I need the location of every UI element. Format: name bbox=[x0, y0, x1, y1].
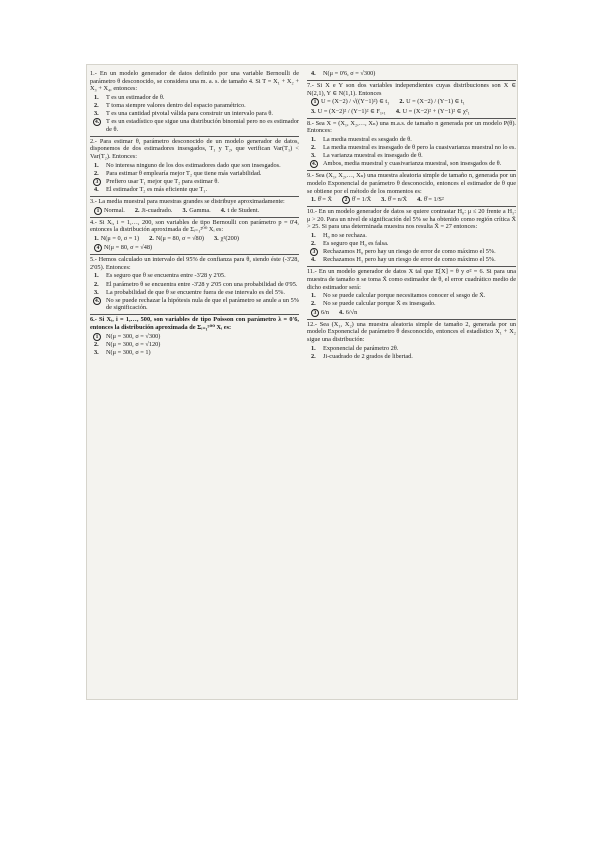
option-text: 6/n bbox=[321, 308, 330, 316]
question-stem: 5.- Hemos calculado un intervalo del 95% de confianza para θ, siendo éste (-3'28, 2'05). Entonces: bbox=[90, 256, 299, 271]
option bbox=[307, 292, 516, 300]
right-column bbox=[307, 69, 516, 363]
option bbox=[311, 108, 386, 116]
option-selected bbox=[94, 244, 152, 252]
option-text: Ji-cuadrado. bbox=[141, 206, 173, 214]
question-6 bbox=[90, 315, 299, 358]
option bbox=[311, 196, 332, 204]
circled-answer-mark: 4. bbox=[311, 161, 317, 168]
option bbox=[307, 232, 516, 240]
option-number: 3. bbox=[182, 206, 188, 214]
option-text: χ²(200) bbox=[220, 234, 239, 242]
option-text: N(μ = 300, σ = 1) bbox=[106, 348, 151, 356]
option bbox=[90, 186, 299, 194]
option-number: 4. bbox=[339, 308, 344, 316]
option bbox=[90, 170, 299, 178]
question-stem: 9.- Sea (X₁, X₂,…, Xₙ) una muestra aleatoria simple de tamaño n, generada por un modelo Exponencial de parámetro θ desconocido, entonces el estimador de θ que se obtiene por el método de los momentos es: bbox=[307, 172, 516, 195]
option-list bbox=[307, 136, 516, 168]
option-number: 2. bbox=[399, 98, 405, 106]
option-number: 1. bbox=[311, 232, 316, 239]
option-number: 1. bbox=[311, 292, 316, 300]
option-text: Para estimar θ emplearía mejor T₂ que tiene más variabilidad. bbox=[106, 169, 262, 177]
option-number: 2. bbox=[94, 280, 99, 288]
option-text: El parámetro θ se encuentra entre -3'28 y 2'05 con una probabilidad de 0'95. bbox=[106, 280, 298, 288]
left-column bbox=[90, 69, 299, 359]
option-text: 6/√n bbox=[345, 308, 358, 316]
option-list bbox=[90, 94, 299, 133]
question-stem: 7.- Si X e Y son dos variables independientes cuyas distribuciones son X ∈ N(2,1), Y ∈ N(1,1). Entonces bbox=[307, 82, 516, 97]
question-stem: 8.- Sea X = (X₁, X₂,…, Xₙ) una m.a.s. de tamaño n generada por un modelo P(θ). Entonces: bbox=[307, 119, 516, 135]
option bbox=[135, 207, 173, 215]
option-number: 2. bbox=[94, 340, 99, 348]
option-list bbox=[307, 309, 516, 317]
option-list bbox=[90, 162, 299, 194]
option-text: Es seguro que H₀ es falsa. bbox=[323, 240, 389, 248]
question-stem: 4.- Si Xᵢ, i = 1,…, 200, son variables de tipo Bernoulli con parámetro p = 0'4, entonces la distribución aproximada de Σᵢ₌₁²⁰⁰ Xᵢ es: bbox=[90, 218, 299, 234]
option-text: U = (X−2)² / (Y−1)² ∈ F₁,₁ bbox=[317, 108, 386, 116]
option-number: 2. bbox=[94, 101, 99, 109]
option bbox=[214, 235, 239, 243]
option-number: 4. bbox=[395, 108, 401, 116]
exam-sheet bbox=[86, 64, 518, 700]
option-list bbox=[307, 292, 516, 308]
option bbox=[90, 281, 299, 289]
option-text: Normal. bbox=[104, 206, 125, 214]
question-stem: 11.- En un modelo generador de datos X tal que E[X] = θ y σ² = 6. Si para una muestra de tamaño n se toma X̄ como estimador de θ, el error cuadrático medio de dicho estimador será: bbox=[307, 268, 516, 291]
option-list bbox=[90, 235, 299, 253]
option-text: N(μ = 80, σ = √48) bbox=[104, 244, 153, 252]
circled-answer-mark: 4. bbox=[94, 297, 100, 304]
option-number: 1. bbox=[94, 161, 99, 169]
option-list bbox=[307, 232, 516, 264]
option bbox=[90, 272, 299, 280]
option-text: Exponencial de parámetro 2θ. bbox=[323, 344, 399, 352]
option-text: Rechazamos H₀ pero hay un riesgo de error de como máximo el 5%. bbox=[323, 248, 496, 256]
option-text: N(μ = 0, σ = 1) bbox=[100, 234, 140, 242]
option bbox=[90, 349, 299, 357]
option-list bbox=[307, 70, 516, 78]
option-selected bbox=[307, 160, 516, 168]
option-selected bbox=[311, 98, 389, 106]
option bbox=[339, 309, 357, 317]
option bbox=[307, 70, 516, 78]
option-number: 1. bbox=[311, 136, 316, 144]
option-text: Gamma. bbox=[189, 206, 211, 214]
question-7 bbox=[307, 81, 516, 119]
question-8 bbox=[307, 119, 516, 172]
option-number: 3. bbox=[311, 152, 316, 160]
option-number: 2. bbox=[311, 300, 316, 308]
option-number: 2. bbox=[311, 144, 316, 152]
option-text: H₀ no se rechaza. bbox=[323, 232, 367, 239]
option-number: 4. bbox=[417, 196, 422, 204]
option-number: 2. bbox=[134, 206, 140, 214]
option-number: 4. bbox=[94, 185, 99, 193]
option-text: θ̂ = 1/S² bbox=[423, 196, 444, 204]
option bbox=[399, 98, 465, 106]
option-selected bbox=[94, 207, 125, 215]
option bbox=[90, 341, 299, 349]
option-text: La media muestral es insesgado de θ pero la cuasivarianza muestral no lo es. bbox=[323, 144, 516, 152]
option-text: N(μ = 80, σ = √80) bbox=[155, 234, 204, 242]
option-text: U = (X−2) / √((Y−1)²) ∈ t₁ bbox=[321, 98, 390, 106]
option-number: 3. bbox=[213, 234, 219, 242]
option bbox=[307, 144, 516, 152]
question-11 bbox=[307, 267, 516, 319]
question-5 bbox=[90, 255, 299, 315]
option-text: T toma siempre valores dentro del espacio paramétrico. bbox=[106, 101, 246, 109]
option-text: La media muestral es sesgado de θ. bbox=[323, 136, 412, 144]
option-list bbox=[307, 98, 516, 116]
option-list bbox=[90, 207, 299, 215]
circled-answer-mark: 1 bbox=[93, 333, 101, 341]
option-text: El estimador T₂ es más eficiente que T₁. bbox=[106, 185, 208, 193]
question-3 bbox=[90, 197, 299, 218]
option-number: 3. bbox=[381, 196, 386, 204]
option-text: Ji-cuadrado de 2 grados de libertad. bbox=[323, 352, 413, 360]
circled-answer-mark: 3 bbox=[311, 309, 319, 317]
option bbox=[90, 110, 299, 118]
question-12 bbox=[307, 320, 516, 363]
circled-answer-mark: 2 bbox=[342, 196, 350, 204]
option-number: 1. bbox=[94, 272, 99, 280]
question-10 bbox=[307, 207, 516, 267]
option bbox=[221, 207, 259, 215]
question-stem: 12.- Sea (X₁, X₂) una muestra aleatoria simple de tamaño 2, generada por un modelo Exponencial de parámetro θ desconocido, entonces el estadístico X₁ + X₂ sigue una distribución: bbox=[307, 320, 516, 344]
option bbox=[307, 240, 516, 248]
option bbox=[90, 94, 299, 102]
question-stem: 3.- La media muestral para muestras grandes se distribuye aproximadamente: bbox=[90, 197, 285, 205]
option bbox=[307, 345, 516, 353]
option-text: θ̂ = n/X̄ bbox=[387, 196, 408, 204]
option-number: 2. bbox=[311, 352, 316, 360]
option-list bbox=[307, 345, 516, 361]
option-text: T es un estimador de θ. bbox=[106, 93, 165, 101]
option-number: 1. bbox=[311, 196, 316, 204]
option-selected bbox=[90, 178, 299, 186]
option bbox=[307, 136, 516, 144]
option-text: T es una cantidad pivotal válida para construir un intervalo para θ. bbox=[106, 109, 273, 117]
option-text: No interesa ninguno de los dos estimadores dado que son insesgados. bbox=[106, 161, 281, 169]
question-stem: 6.- Si Xᵢ, i = 1,…, 500, son variables de tipo Poisson con parámetro λ = 0'6, entonces la distribución aproximada de Σᵢ₌₁⁵⁰⁰ Xᵢ es: bbox=[90, 316, 299, 332]
option-number: 4. bbox=[311, 70, 316, 77]
circled-answer-mark: 3 bbox=[93, 178, 101, 186]
option-selected bbox=[307, 248, 516, 256]
option-list bbox=[307, 196, 516, 204]
option bbox=[307, 300, 516, 308]
option-text: N(μ = 300, σ = √300) bbox=[106, 332, 161, 340]
question-4 bbox=[90, 218, 299, 256]
option-text: Prefiero usar T₁ mejor que T₂ para estimar θ. bbox=[106, 177, 219, 185]
option-text: N(μ = 0'6, σ = √300) bbox=[323, 70, 376, 77]
option-text: Rechazamos H₁ pero hay un riesgo de error de como máximo el 5%. bbox=[323, 256, 496, 264]
question-6-continued bbox=[307, 69, 516, 81]
option-number: 3. bbox=[94, 288, 99, 296]
option-text: T es un estadístico que sigue una distribución binomial pero no es estimador de θ. bbox=[106, 118, 299, 133]
question-2 bbox=[90, 137, 299, 197]
question-stem: 2.- Para estimar θ, parámetro desconocido de un modelo generador de datos, disponemos de dos estimadores insesgados, T₁ y T₂, que verifican Var(T₁) < Var(T₂). Entonces: bbox=[90, 137, 299, 160]
option-selected bbox=[90, 333, 299, 341]
option-selected bbox=[342, 196, 371, 204]
option bbox=[396, 108, 470, 116]
option-selected bbox=[90, 118, 299, 133]
option bbox=[307, 353, 516, 361]
option-text: θ̂ = 1/X̄ bbox=[352, 196, 372, 204]
option bbox=[307, 152, 516, 160]
option bbox=[90, 289, 299, 297]
option bbox=[307, 256, 516, 264]
option-text: U = (X−2) / (Y−1) ∈ t₁ bbox=[406, 98, 465, 106]
option bbox=[90, 162, 299, 170]
option-number: 3. bbox=[311, 108, 316, 116]
option-text: N(μ = 300, σ = √120) bbox=[106, 340, 161, 348]
question-1 bbox=[90, 69, 299, 137]
option-selected bbox=[90, 297, 299, 312]
option-text: U = (X−2)² + (Y−1)² ∈ χ²₁ bbox=[402, 108, 470, 116]
option bbox=[90, 102, 299, 110]
option-number: 1. bbox=[94, 234, 99, 242]
option-number: 3. bbox=[94, 348, 99, 356]
option-text: La varianza muestral es insesgado de θ. bbox=[323, 152, 423, 160]
option bbox=[149, 235, 204, 243]
circled-answer-mark: 1 bbox=[94, 207, 102, 215]
option bbox=[183, 207, 211, 215]
option bbox=[94, 235, 139, 243]
question-stem: 10.- En un modelo generador de datos se quiere contrastar H₀: μ ≤ 20 frente a H₁: μ > 20. Para un nivel de significación del 5% se ha obtenido como región crítica X̄ > 25. Si para una determinada muestra nos resulta X̄ = 27 entonces: bbox=[307, 208, 516, 231]
option-text: No se puede calcular porque necesitamos conocer el sesgo de X̄. bbox=[323, 292, 486, 300]
option-number: 3. bbox=[94, 109, 99, 117]
option-number: 2. bbox=[311, 240, 316, 248]
option-selected bbox=[311, 309, 329, 317]
option-text: No se puede calcular porque X̄ es insesgado. bbox=[323, 300, 436, 308]
option bbox=[417, 196, 444, 204]
option-number: 4. bbox=[220, 206, 226, 214]
question-9 bbox=[307, 171, 516, 207]
circled-answer-mark: 4 bbox=[94, 244, 102, 252]
option-number: 2. bbox=[94, 169, 99, 177]
option-number: 2. bbox=[149, 234, 154, 242]
option-list bbox=[90, 333, 299, 357]
option-text: La probabilidad de que θ se encuentre fuera de ese intervalo es del 5%. bbox=[106, 288, 285, 296]
option-list bbox=[90, 272, 299, 311]
option-text: Ambos, media muestral y cuasivarianza muestral, son insesgados de θ. bbox=[323, 160, 502, 168]
option-text: θ̂ = X̄ bbox=[317, 196, 332, 204]
question-stem: 1.- En un modelo generador de datos definido por una variable Bernoulli de parámetro θ desconocido, se considera una m. a. s. de tamaño 4. Si T = X₁ + X₂ + X₃ + X₄, entonces: bbox=[90, 70, 299, 93]
circled-answer-mark: 1 bbox=[311, 98, 319, 106]
option bbox=[381, 196, 407, 204]
option-number: 1. bbox=[94, 93, 99, 101]
option-number: 4. bbox=[311, 256, 316, 264]
option-number: 1. bbox=[311, 344, 316, 352]
option-text: t de Student. bbox=[227, 206, 260, 214]
option-text: Es seguro que θ se encuentra entre -3'28 y 2'05. bbox=[106, 272, 226, 280]
option-text: No se puede rechazar la hipótesis nula de que el parámetro se anule a un 5% de significación. bbox=[106, 296, 299, 312]
circled-answer-mark: 4. bbox=[94, 119, 100, 126]
circled-answer-mark: 3 bbox=[310, 248, 318, 256]
